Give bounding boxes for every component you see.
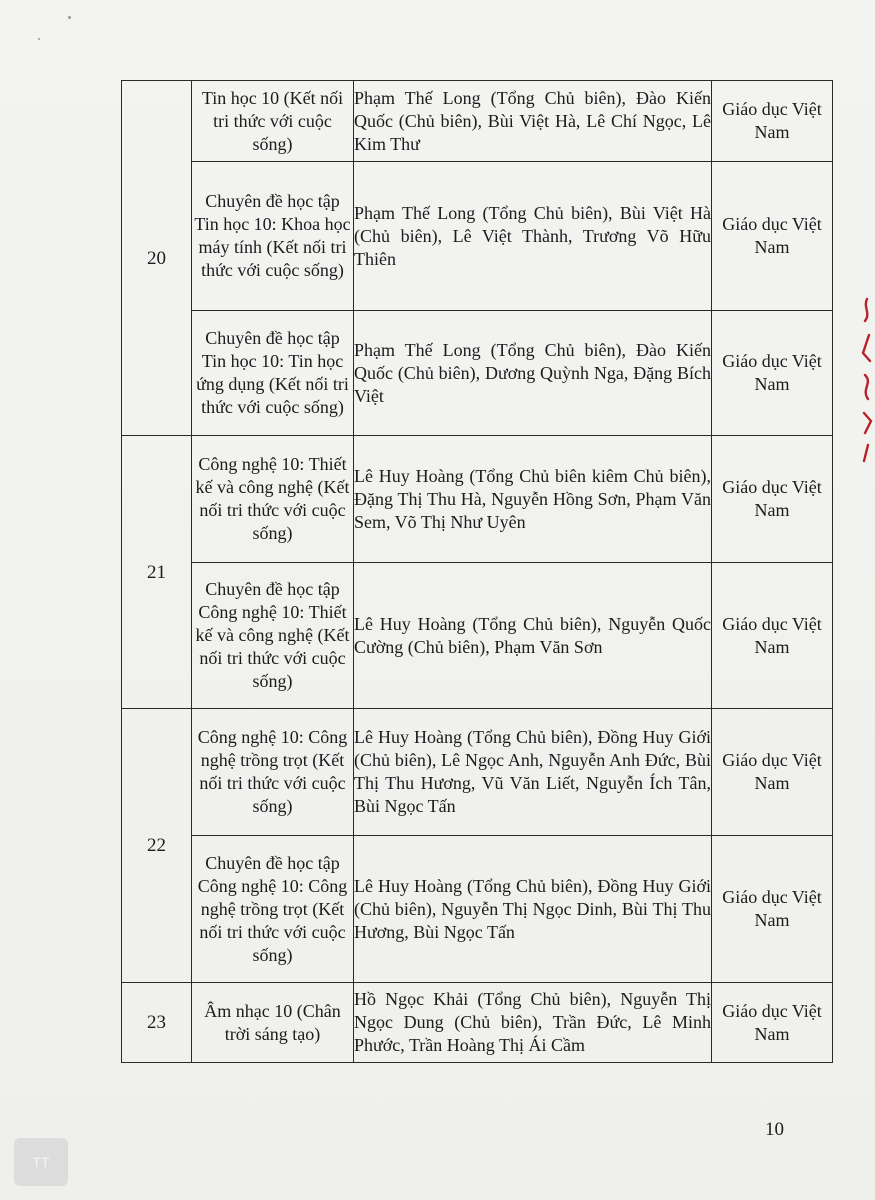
book-publisher: Giáo dục Việt Nam: [712, 162, 833, 311]
red-stamp-edge: [853, 295, 875, 465]
book-authors: Phạm Thế Long (Tổng Chủ biên), Đào Kiến Quốc (Chủ biên), Dương Quỳnh Nga, Đặng Bích Việt: [354, 311, 712, 436]
table-row: [122, 81, 833, 162]
row-number: 21: [122, 436, 192, 709]
book-title: Chuyên đề học tập Công nghệ 10: Thiết kế và công nghệ (Kết nối tri thức với cuộc sống): [192, 563, 354, 709]
book-publisher: Giáo dục Việt Nam: [712, 563, 833, 709]
table-row: [122, 983, 833, 1063]
book-title: Âm nhạc 10 (Chân trời sáng tạo): [192, 983, 354, 1063]
table-row: [122, 563, 833, 709]
book-title: Chuyên đề học tập Tin học 10: Khoa học máy tính (Kết nối tri thức với cuộc sống): [192, 162, 354, 311]
scan-speck: [68, 16, 71, 19]
book-title: Công nghệ 10: Công nghệ trồng trọt (Kết nối tri thức với cuộc sống): [192, 709, 354, 836]
book-publisher: Giáo dục Việt Nam: [712, 983, 833, 1063]
scan-speck: [38, 38, 40, 40]
page-number: 10: [765, 1119, 784, 1140]
book-authors: Lê Huy Hoàng (Tổng Chủ biên kiêm Chủ biên), Đặng Thị Thu Hà, Nguyễn Hồng Sơn, Phạm Văn Sem, Võ Thị Như Uyên: [354, 436, 712, 563]
book-authors: Lê Huy Hoàng (Tổng Chủ biên), Nguyễn Quốc Cường (Chủ biên), Phạm Văn Sơn: [354, 563, 712, 709]
book-publisher: Giáo dục Việt Nam: [712, 709, 833, 836]
book-publisher: Giáo dục Việt Nam: [712, 81, 833, 162]
book-publisher: Giáo dục Việt Nam: [712, 436, 833, 563]
book-publisher: Giáo dục Việt Nam: [712, 836, 833, 983]
book-authors: Phạm Thế Long (Tổng Chủ biên), Đào Kiến Quốc (Chủ biên), Bùi Việt Hà, Lê Chí Ngọc, Lê Kim Thư: [354, 81, 712, 162]
textbook-table: [121, 80, 833, 1063]
table-row: [122, 436, 833, 563]
book-title: Tin học 10 (Kết nối tri thức với cuộc sống): [192, 81, 354, 162]
row-number: 22: [122, 709, 192, 983]
corner-badge: TT: [14, 1138, 68, 1186]
book-title: Công nghệ 10: Thiết kế và công nghệ (Kết nối tri thức với cuộc sống): [192, 436, 354, 563]
book-title: Chuyên đề học tập Công nghệ 10: Công nghệ trồng trọt (Kết nối tri thức với cuộc sống): [192, 836, 354, 983]
table-row: [122, 162, 833, 311]
row-number: 20: [122, 81, 192, 436]
book-publisher: Giáo dục Việt Nam: [712, 311, 833, 436]
book-authors: Lê Huy Hoàng (Tổng Chủ biên), Đồng Huy Giới (Chủ biên), Lê Ngọc Anh, Nguyễn Anh Đức, Bùi Thị Thu Hương, Vũ Văn Liết, Nguyễn Ích Tân, Bùi Ngọc Tấn: [354, 709, 712, 836]
table-row: [122, 311, 833, 436]
book-title: Chuyên đề học tập Tin học 10: Tin học ứng dụng (Kết nối tri thức với cuộc sống): [192, 311, 354, 436]
table-row: [122, 709, 833, 836]
book-authors: Lê Huy Hoàng (Tổng Chủ biên), Đồng Huy Giới (Chủ biên), Nguyễn Thị Ngọc Dinh, Bùi Thị Thu Hương, Bùi Ngọc Tấn: [354, 836, 712, 983]
book-authors: Hồ Ngọc Khải (Tổng Chủ biên), Nguyễn Thị Ngọc Dung (Chủ biên), Trần Đức, Lê Minh Phước, Trần Hoàng Thị Ái Cầm: [354, 983, 712, 1063]
table-row: [122, 836, 833, 983]
book-authors: Phạm Thế Long (Tổng Chủ biên), Bùi Việt Hà (Chủ biên), Lê Việt Thành, Trương Võ Hữu Thiên: [354, 162, 712, 311]
row-number: 23: [122, 983, 192, 1063]
